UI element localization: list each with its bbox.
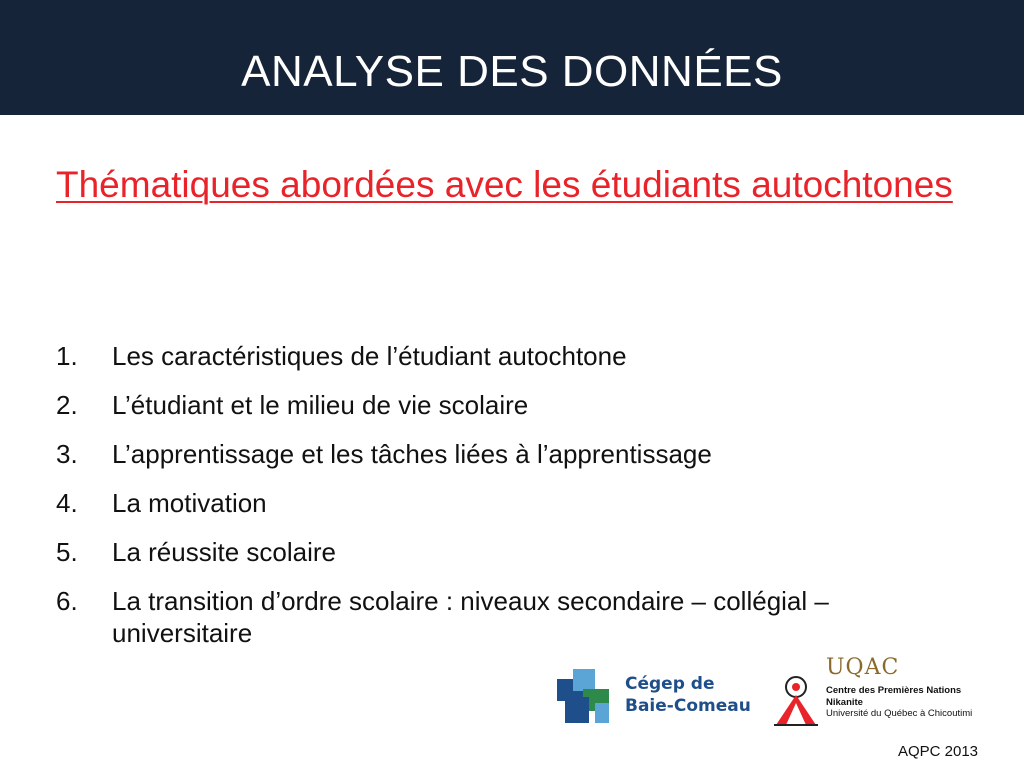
item-text: La motivation — [112, 488, 267, 518]
slide-title: ANALYSE DES DONNÉES — [241, 47, 783, 96]
item-number: 4. — [56, 488, 78, 518]
list-item — [56, 438, 936, 470]
list-item — [56, 340, 936, 372]
uqac-line1: Centre des Premières Nations — [826, 685, 962, 696]
cegep-logo-text — [625, 673, 751, 717]
uqac-logo — [770, 655, 1000, 725]
uqac-line3: Université du Québec à Chicoutimi — [826, 708, 973, 719]
list-item — [56, 536, 936, 568]
list-item — [56, 585, 936, 649]
list-item — [56, 389, 936, 421]
nikanite-emblem-icon — [770, 673, 822, 739]
uqac-logo-text — [826, 685, 972, 720]
title-bar — [0, 0, 1024, 115]
list-item — [56, 487, 936, 519]
item-text: La réussite scolaire — [112, 537, 336, 567]
slide-subtitle: Thématiques abordées avec les étudiants autochtones — [56, 164, 953, 205]
item-text: Les caractéristiques de l’étudiant autochtone — [112, 341, 627, 371]
uqac-line2: Nikanite — [826, 696, 863, 708]
cegep-logo — [555, 667, 755, 725]
uqac-wordmark: UQAC — [826, 655, 900, 680]
cegep-line2: Baie-Comeau — [625, 696, 751, 716]
item-number: 3. — [56, 439, 78, 469]
item-number: 2. — [56, 390, 78, 420]
item-number: 5. — [56, 537, 78, 567]
cegep-line1: Cégep de — [625, 674, 715, 694]
item-text: L’apprentissage et les tâches liées à l’apprentissage — [112, 439, 712, 469]
footer-text: AQPC 2013 — [897, 743, 978, 760]
cegep-emblem-icon — [555, 667, 615, 725]
item-text: L’étudiant et le milieu de vie scolaire — [112, 390, 529, 420]
topics-list — [56, 340, 936, 666]
item-number: 6. — [56, 586, 78, 616]
item-text: La transition d’ordre scolaire : niveaux secondaire – collégial – universitaire — [112, 586, 829, 648]
item-number: 1. — [56, 341, 78, 371]
